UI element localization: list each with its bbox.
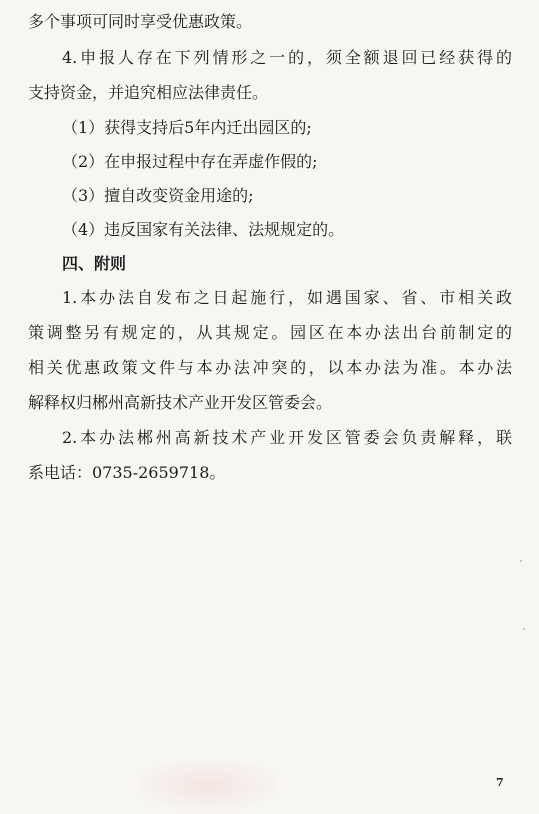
text-line-2: 4.申报人存在下列情形之一的，须全额退回已经获得的 — [62, 48, 512, 67]
list-item-1: （1）获得支持后5年内迁出园区的; — [62, 118, 312, 137]
text-line-10: 策调整另有规定的，从其规定。园区在本办法出台前制定的 — [28, 323, 512, 342]
scan-speck — [523, 628, 525, 630]
faint-seal-stamp — [140, 760, 275, 810]
scan-speck — [520, 560, 522, 562]
list-item-3: （3）擅自改变资金用途的; — [62, 186, 254, 205]
text-line-13: 2.本办法郴州高新技术产业开发区管委会负责解释，联 — [62, 428, 512, 447]
text-line-3: 支持资金，并追究相应法律责任。 — [28, 83, 269, 102]
text-line-12: 解释权归郴州高新技术产业开发区管委会。 — [28, 393, 333, 412]
text-line-1: 多个事项可同时享受优惠政策。 — [28, 12, 253, 31]
list-item-2: （2）在申报过程中存在弄虚作假的; — [62, 152, 318, 171]
text-line-11: 相关优惠政策文件与本办法冲突的，以本办法为准。本办法 — [28, 358, 512, 377]
text-line-9: 1.本办法自发布之日起施行，如遇国家、省、市相关政 — [62, 288, 512, 307]
page-number: 7 — [496, 776, 504, 789]
text-line-14: 系电话：0735-2659718。 — [28, 463, 226, 482]
section-heading: 四、附则 — [62, 254, 127, 273]
list-item-4: （4）违反国家有关法律、法规规定的。 — [62, 220, 345, 239]
